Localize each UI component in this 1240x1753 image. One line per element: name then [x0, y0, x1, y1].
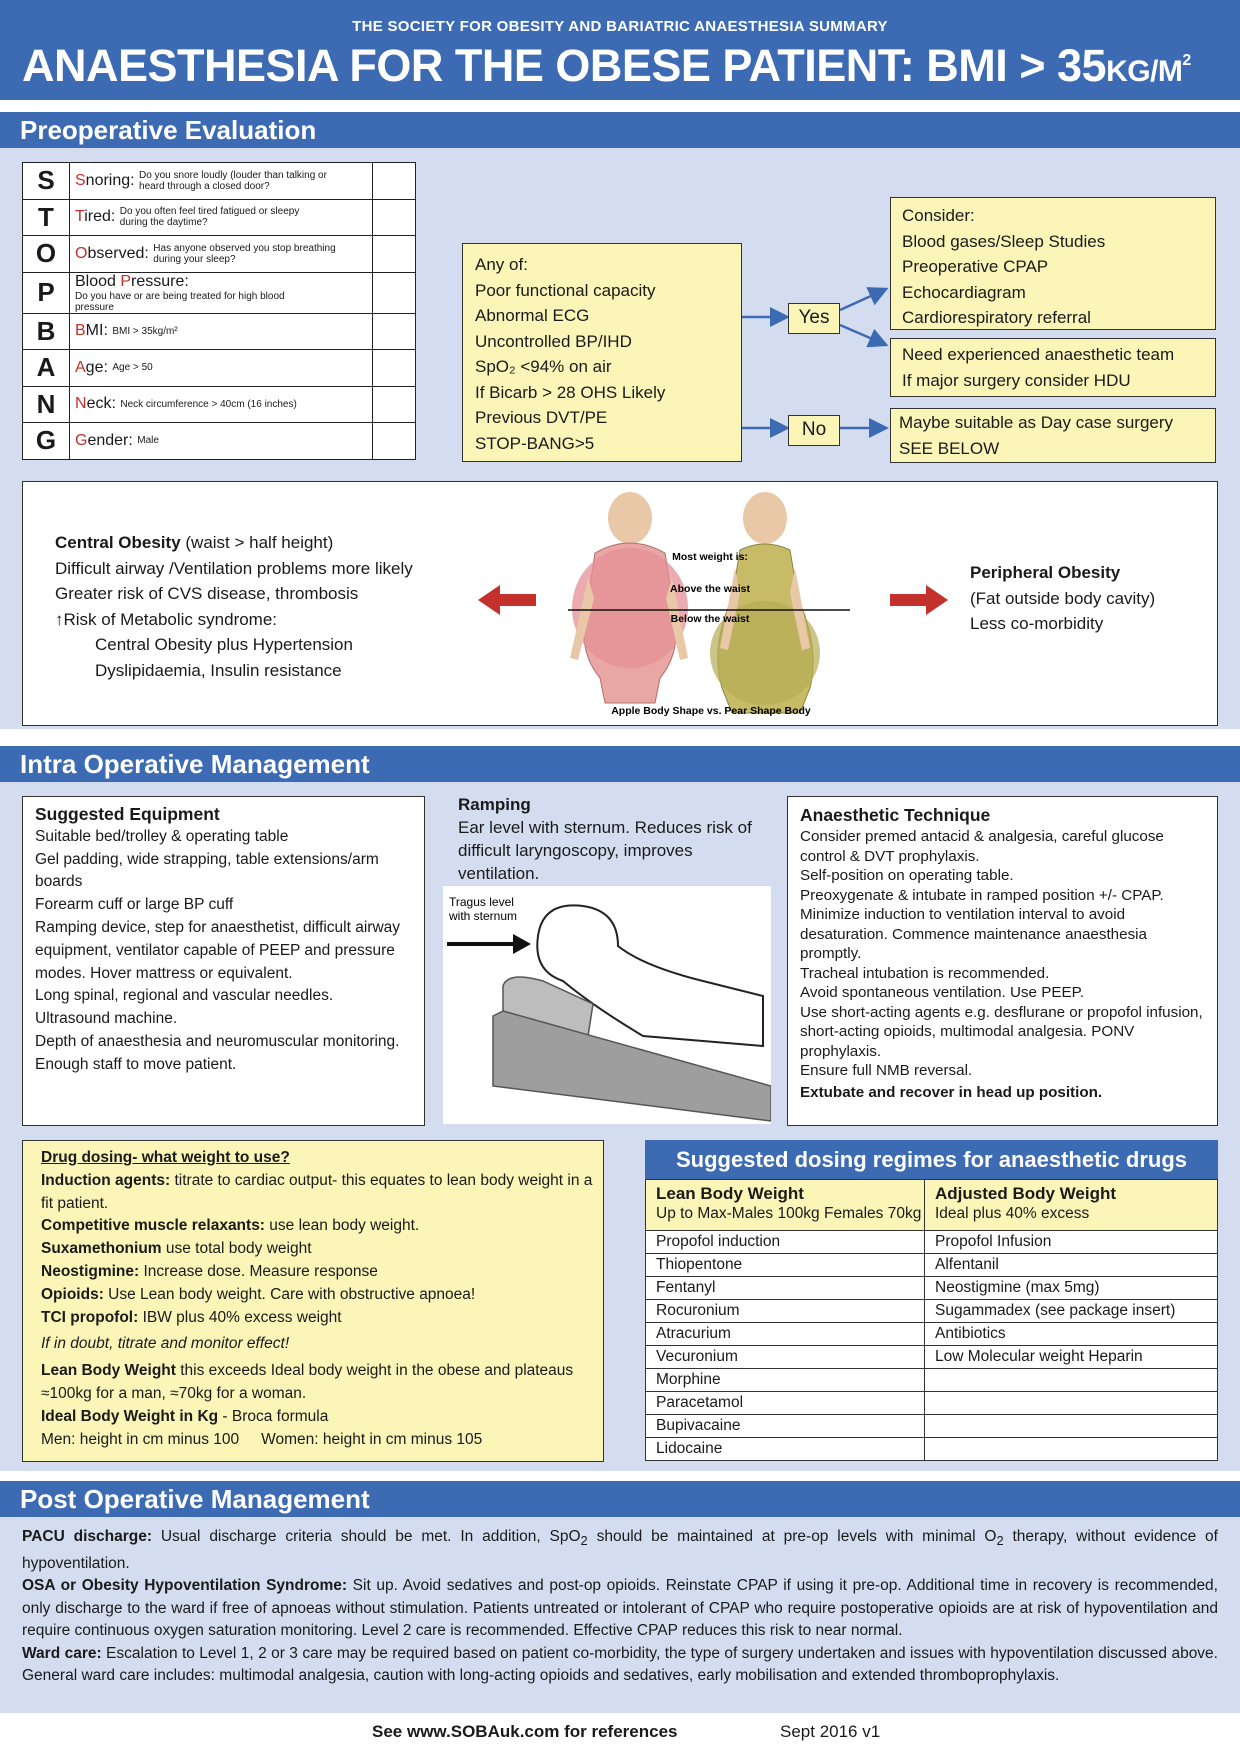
regime-row	[646, 1323, 1218, 1346]
peripheral-obesity-text: Peripheral Obesity (Fat outside body cavity) Less co-morbidity	[970, 563, 1156, 633]
no-label: No	[788, 415, 840, 446]
stopbang-row	[23, 199, 416, 236]
anyof-item: Abnormal ECG	[475, 306, 590, 325]
lean-drug-cell: Rocuronium	[646, 1300, 925, 1323]
technique-item: Preoxygenate & intubate in ramped position +/- CPAP. Minimize induction to ventilation interval to avoid desaturation. Commence maintenance anaesthesia promptly.	[800, 886, 1164, 962]
team-box	[890, 338, 1216, 397]
stopbang-checkbox[interactable]	[373, 272, 416, 313]
post-text: PACU discharge: Usual discharge criteria should be met. In addition, SpO$_2$ should be maintained at pre-op levels with minimal $O_2$ therapy, without evidence of hypoventilation. OSA or Obesity Hypoventilation Syndrome: Sit up. Avoid sedatives and post-op opioids. Reinstate CPAP if using it pre-op. Additional time in recovery is recommended, only discharge to the ward if free of apnoeas without stimulation. Patients untreated or intolerant of CPAP who require postoperative opioids are at risk of hypoventilation and require continuous oxygen saturation monitoring. Level 2 care is recommended. Effective CPAP reduces this risk to near normal. Ward care: Escalation to Level 1, 2 or 3 care may be required based on patient co-morbidity, the type of surgery undertaken and issues with hypoventilation discussed above. General ward care includes: multimodal analgesia, caution with long-acting opioids and sedatives, early mobilisation and extended thromboprophylaxis.	[22, 1528, 1218, 1685]
stopbang-checkbox[interactable]	[373, 350, 416, 387]
stopbang-row	[23, 163, 416, 200]
stopbang-criterion: Snoring: Do you snore loudly (louder than talking or heard through a closed door?	[70, 163, 373, 200]
right-arrow-icon	[890, 585, 948, 615]
anyof-item: Any of:	[475, 255, 528, 274]
stopbang-criterion: Gender: Male	[70, 423, 373, 460]
regimes-table: Lean Body Weight Up to Max-Males 100kg Females 70kg Adjusted Body Weight Ideal plus 40% excess Propofol induction Propofol Infusion Thiopentone Alfentanil Fentanyl Neostigmine (max 5mg) Rocuronium Sugammadex (see package insert) Atracurium Antibiotics Vecuronium Low Molecular weight Heparin Morphine Paracetamol Bupivacaine Lidocaine	[645, 1179, 1218, 1461]
technique-item: Use short-acting agents e.g. desflurane or propofol infusion, short-acting opioids, multimodal analgesia. PONV prophylaxis.	[800, 1003, 1203, 1060]
dosing-item: Induction agents: titrate to cardiac output- this equates to lean body weight in a fit patient.	[41, 1171, 593, 1212]
adjusted-drug-cell	[925, 1369, 1218, 1392]
body-shape-figure	[560, 488, 862, 724]
regime-row	[646, 1254, 1218, 1277]
regime-row	[646, 1346, 1218, 1369]
left-arrow-icon	[478, 585, 536, 615]
stopbang-row	[23, 236, 416, 273]
regime-row	[646, 1415, 1218, 1438]
lean-drug-cell: Bupivacaine	[646, 1415, 925, 1438]
regime-row	[646, 1231, 1218, 1254]
lean-drug-cell: Fentanyl	[646, 1277, 925, 1300]
stopbang-checkbox[interactable]	[373, 386, 416, 423]
most-weight-label: Most weight is:	[672, 551, 748, 563]
lean-drug-cell: Lidocaine	[646, 1438, 925, 1461]
above-waist-label: Above the waist	[670, 583, 750, 595]
team-item: If major surgery consider HDU	[902, 370, 1131, 390]
consider-item: Preoperative CPAP	[902, 257, 1049, 276]
regimes-heading: Suggested dosing regimes for anaesthetic drugs	[645, 1140, 1218, 1179]
equipment-item: Forearm cuff or large BP cuff	[35, 896, 234, 914]
stopbang-row	[23, 423, 416, 460]
central-obesity-text: Central Obesity (waist > half height) Difficult airway /Ventilation problems more likely Greater risk of CVS disease, thrombosis ↑Risk of Metabolic syndrome: Central Obesity plus Hypertension Dyslipidaemia, Insulin resistance	[55, 533, 413, 680]
dosing-item: Competitive muscle relaxants: use lean body weight.	[41, 1217, 420, 1235]
stopbang-letter: S	[23, 163, 70, 200]
technique-item: Tracheal intubation is recommended.	[800, 964, 1050, 982]
stopbang-criterion: Tired: Do you often feel tired fatigued or sleepy during the daytime?	[70, 199, 373, 236]
consider-item: Blood gases/Sleep Studies	[902, 231, 1106, 251]
technique-item: Self-position on operating table.	[800, 867, 1014, 884]
references-link[interactable]: See www.SOBAuk.com for references	[372, 1722, 678, 1741]
regime-row	[646, 1369, 1218, 1392]
post-heading: Post Operative Management	[0, 1481, 1240, 1517]
anyof-item: Poor functional capacity	[475, 280, 656, 300]
stopbang-criterion: Blood Pressure: Do you have or are being treated for high blood pressure	[70, 272, 373, 313]
stopbang-checkbox[interactable]	[373, 199, 416, 236]
adjusted-drug-cell: Propofol Infusion	[925, 1231, 1218, 1254]
stopbang-row	[23, 272, 416, 313]
lean-drug-cell: Thiopentone	[646, 1254, 925, 1277]
adjusted-drug-cell: Neostigmine (max 5mg)	[925, 1277, 1218, 1300]
page-header	[0, 0, 1240, 100]
adjusted-drug-cell	[925, 1415, 1218, 1438]
regime-row	[646, 1300, 1218, 1323]
technique-box: Anaesthetic Technique Consider premed antacid & analgesia, careful glucose control & DVT prophylaxis. Self-position on operating table. Preoxygenate & intubate in ramped position +/- CPAP. Minimize induction to ventilation interval to avoid desaturation. Commence maintenance anaesthesia promptly. Tracheal intubation is recommended. Avoid spontaneous ventilation. Use PEEP. Use short-acting agents e.g. desflurane or propofol infusion, short-acting opioids, multimodal analgesia. PONV prophylaxis. Ensure full NMB reversal. Extubate and recover in head up position.	[787, 796, 1218, 1126]
anyof-item: Previous DVT/PE	[475, 408, 608, 427]
yes-label: Yes	[788, 303, 840, 334]
regime-row	[646, 1277, 1218, 1300]
equipment-item: Suitable bed/trolley & operating table	[35, 827, 289, 845]
daycase-item: SEE BELOW	[899, 438, 1000, 458]
dosing-item: Opioids: Use Lean body weight. Care with obstructive apnoea!	[41, 1285, 476, 1303]
lean-drug-cell: Morphine	[646, 1369, 925, 1392]
tragus-label: Tragus level with sternum	[449, 895, 518, 923]
anyof-box	[462, 243, 742, 462]
regime-row	[646, 1438, 1218, 1461]
preop-heading: Preoperative Evaluation	[0, 112, 1240, 148]
stopbang-letter: A	[23, 350, 70, 387]
anyof-item: If Bicarb > 28 OHS Likely	[475, 382, 666, 402]
stopbang-letter: N	[23, 386, 70, 423]
technique-item: Ensure full NMB reversal.	[800, 1062, 973, 1079]
lean-drug-cell: Propofol induction	[646, 1231, 925, 1254]
stopbang-criterion: Observed: Has anyone observed you stop breathing during your sleep?	[70, 236, 373, 273]
adjusted-drug-cell	[925, 1438, 1218, 1461]
stopbang-criterion: Age: Age > 50	[70, 350, 373, 387]
lean-drug-cell: Vecuronium	[646, 1346, 925, 1369]
equipment-item: Ultrasound machine.	[35, 1010, 178, 1028]
lean-drug-cell: Atracurium	[646, 1323, 925, 1346]
anyof-item: STOP-BANG>5	[475, 433, 595, 453]
stopbang-checkbox[interactable]	[373, 423, 416, 460]
daycase-box	[890, 408, 1216, 463]
stopbang-letter: B	[23, 313, 70, 350]
equipment-item: Ramping device, step for anaesthetist, difficult airway equipment, ventilator capable of PEEP and pressure modes. Hover mattress or equivalent.	[35, 918, 401, 982]
stopbang-criterion: BMI: BMI > 35kg/m²	[70, 313, 373, 350]
up-arrow-icon: ↑	[55, 609, 64, 629]
regime-row	[646, 1392, 1218, 1415]
version-label: Sept 2016 v1	[780, 1722, 881, 1741]
consider-item: Echocardiagram	[902, 282, 1026, 302]
intra-heading: Intra Operative Management	[0, 746, 1240, 782]
dosing-item: Suxamethonium use total body weight	[41, 1240, 312, 1258]
stopbang-letter: G	[23, 423, 70, 460]
adjusted-drug-cell: Antibiotics	[925, 1323, 1218, 1346]
page-title: ANAESTHESIA FOR THE OBESE PATIENT: BMI > $35KG/M^2$	[22, 40, 1191, 91]
consider-item: Consider:	[902, 206, 975, 225]
dosing-item: TCI propofol: IBW plus 40% excess weight	[41, 1308, 342, 1326]
stopbang-letter: O	[23, 236, 70, 273]
anyof-item: Uncontrolled BP/IHD	[475, 331, 632, 351]
equipment-item: Gel padding, wide strapping, table extensions/arm boards	[35, 850, 379, 891]
technique-item: Consider premed antacid & analgesia, careful glucose control & DVT prophylaxis.	[800, 828, 1164, 865]
stopbang-checkbox[interactable]	[373, 236, 416, 273]
consider-box	[890, 197, 1216, 330]
team-item: Need experienced anaesthetic team	[902, 345, 1175, 364]
figure-caption: Apple Body Shape vs. Pear Shape Body	[611, 705, 811, 717]
stopbang-letter: P	[23, 272, 70, 313]
stopbang-checkbox[interactable]	[373, 313, 416, 350]
stopbang-table	[22, 162, 416, 460]
stopbang-row	[23, 313, 416, 350]
consider-item: Cardiorespiratory referral	[902, 308, 1091, 327]
equipment-box: Suggested Equipment Suitable bed/trolley & operating table Gel padding, wide strapping, table extensions/arm boards Forearm cuff or large BP cuff Ramping device, step for anaesthetist, difficult airway equipment, ventilator capable of PEEP and pressure modes. Hover mattress or equivalent. Long spinal, regional and vascular needles. Ultrasound machine. Depth of anaesthesia and neuromuscular monitoring. Enough staff to move patient.	[22, 796, 425, 1126]
equipment-item: Depth of anaesthesia and neuromuscular monitoring.	[35, 1032, 400, 1050]
stopbang-checkbox[interactable]	[373, 163, 416, 200]
adjusted-drug-cell: Sugammadex (see package insert)	[925, 1300, 1218, 1323]
adjusted-drug-cell: Low Molecular weight Heparin	[925, 1346, 1218, 1369]
stopbang-row	[23, 350, 416, 387]
anyof-item: SpO₂ <94% on air	[475, 357, 612, 376]
technique-item: Avoid spontaneous ventilation. Use PEEP.	[800, 984, 1084, 1001]
lean-drug-cell: Paracetamol	[646, 1392, 925, 1415]
daycase-item: Maybe suitable as Day case surgery	[899, 413, 1174, 432]
equipment-item: Long spinal, regional and vascular needles.	[35, 987, 334, 1005]
dosing-item: Neostigmine: Increase dose. Measure response	[41, 1262, 378, 1280]
adjusted-drug-cell	[925, 1392, 1218, 1415]
ramping-figure	[443, 886, 771, 1124]
stopbang-row	[23, 386, 416, 423]
ramping-text: Ramping Ear level with sternum. Reduces risk of difficult laryngoscopy, improves ventilation.	[458, 795, 752, 883]
stopbang-criterion: Neck: Neck circumference > 40cm (16 inches)	[70, 386, 373, 423]
header-subtitle: THE SOCIETY FOR OBESITY AND BARIATRIC ANAESTHESIA SUMMARY	[352, 18, 888, 35]
dosing-box: Drug dosing- what weight to use? Induction agents: titrate to cardiac output- this equates to lean body weight in a fit patient. Competitive muscle relaxants: use lean body weight. Suxamethonium use total body weight Neostigmine: Increase dose. Measure response Opioids: Use Lean body weight. Care with obstructive apnoea! TCI propofol: IBW plus 40% excess weight If in doubt, titrate and monitor effect! Lean Body Weight this exceeds Ideal body weight in the obese and plateaus ≈100kg for a man, ≈70kg for a woman. Ideal Body Weight in Kg - Broca formula Men: height in cm minus 100 Women: height in cm minus 105	[22, 1140, 604, 1462]
equipment-item: Enough staff to move patient.	[35, 1055, 237, 1073]
stopbang-letter: T	[23, 199, 70, 236]
adjusted-drug-cell: Alfentanil	[925, 1254, 1218, 1277]
below-waist-label: Below the waist	[670, 613, 750, 625]
